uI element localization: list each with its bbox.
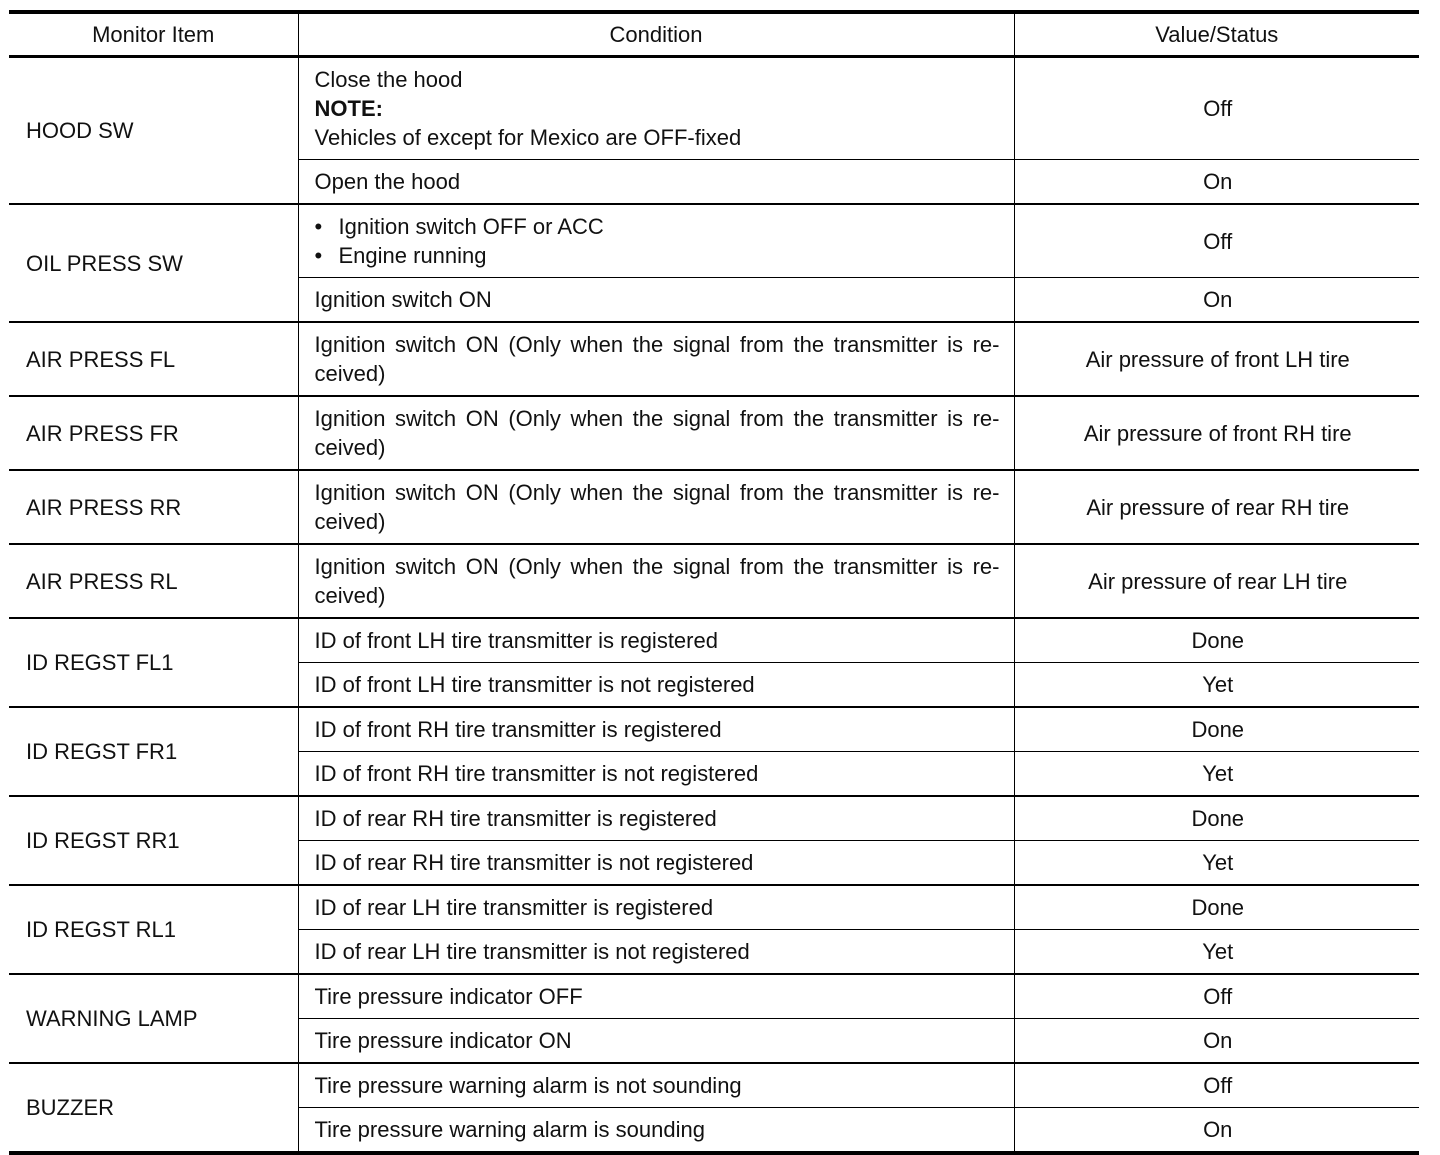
monitor-item-cell: ID REGST FR1 [9, 707, 298, 796]
monitor-item-cell: WARNING LAMP [9, 974, 298, 1063]
monitor-item-cell: BUZZER [9, 1063, 298, 1153]
condition-cell: Ignition switch ON [298, 278, 1014, 323]
table-row [9, 204, 1419, 278]
monitor-item-cell: ID REGST RL1 [9, 885, 298, 974]
value-status-cell: Off [1014, 1063, 1419, 1108]
header-value-status: Value/Status [1014, 12, 1419, 57]
value-status-cell: On [1014, 1108, 1419, 1154]
monitor-item-cell: AIR PRESS FL [9, 322, 298, 396]
table-row [9, 322, 1419, 396]
monitor-item-cell: AIR PRESS FR [9, 396, 298, 470]
table-row [9, 544, 1419, 618]
value-status-cell: On [1014, 1019, 1419, 1064]
value-status-cell: Air pressure of rear LH tire [1014, 544, 1419, 618]
table-row [9, 707, 1419, 752]
table-row [9, 796, 1419, 841]
value-status-cell: Yet [1014, 663, 1419, 708]
table-row [9, 974, 1419, 1019]
table-row [9, 1063, 1419, 1108]
value-status-cell: Done [1014, 618, 1419, 663]
table-row [9, 470, 1419, 544]
table-row [9, 396, 1419, 470]
condition-cell: Open the hood [298, 160, 1014, 205]
header-monitor-item: Monitor Item [9, 12, 298, 57]
condition-cell: ID of front LH tire transmitter is not registered [298, 663, 1014, 708]
value-status-cell: Air pressure of rear RH tire [1014, 470, 1419, 544]
value-status-cell: Yet [1014, 841, 1419, 886]
condition-cell: Ignition switch ON (Only when the signal from the transmitter is re-ceived) [298, 322, 1014, 396]
note-text: Vehicles of except for Mexico are OFF-fixed [314, 125, 742, 150]
note-label: NOTE: [314, 96, 383, 121]
condition-cell: ID of rear RH tire transmitter is registered [298, 796, 1014, 841]
value-status-cell: Done [1014, 707, 1419, 752]
header-condition: Condition [298, 12, 1014, 57]
condition-cell: Tire pressure indicator OFF [298, 974, 1014, 1019]
value-status-cell: Air pressure of front LH tire [1014, 322, 1419, 396]
table-body [9, 57, 1419, 1154]
monitor-item-cell: OIL PRESS SW [9, 204, 298, 322]
condition-bullet-item: • Ignition switch OFF or ACC [315, 212, 1000, 241]
table-row [9, 57, 1419, 160]
condition-cell: Tire pressure warning alarm is sounding [298, 1108, 1014, 1154]
condition-cell: ID of rear RH tire transmitter is not registered [298, 841, 1014, 886]
condition-cell: Ignition switch ON (Only when the signal from the transmitter is re-ceived) [298, 544, 1014, 618]
monitor-item-cell: ID REGST RR1 [9, 796, 298, 885]
monitor-item-cell: ID REGST FL1 [9, 618, 298, 707]
value-status-cell: Yet [1014, 752, 1419, 797]
condition-cell: ID of front RH tire transmitter is registered [298, 707, 1014, 752]
value-status-cell: Off [1014, 57, 1419, 160]
value-status-cell: On [1014, 278, 1419, 323]
monitor-item-cell: AIR PRESS RR [9, 470, 298, 544]
value-status-cell: On [1014, 160, 1419, 205]
monitor-item-table [9, 10, 1419, 1155]
condition-cell [298, 57, 1014, 160]
condition-cell: Ignition switch ON (Only when the signal from the transmitter is re-ceived) [298, 396, 1014, 470]
table-row [9, 618, 1419, 663]
condition-bullet-item: • Engine running [315, 241, 1000, 270]
condition-cell [298, 204, 1014, 278]
table-header-row [9, 12, 1419, 57]
condition-cell: Ignition switch ON (Only when the signal from the transmitter is re-ceived) [298, 470, 1014, 544]
condition-cell: ID of front LH tire transmitter is registered [298, 618, 1014, 663]
monitor-item-cell: HOOD SW [26, 118, 134, 143]
value-status-cell: Off [1014, 204, 1419, 278]
value-status-cell: Off [1014, 974, 1419, 1019]
condition-cell: Tire pressure indicator ON [298, 1019, 1014, 1064]
monitor-item-cell: AIR PRESS RL [9, 544, 298, 618]
condition-cell: ID of rear LH tire transmitter is not registered [298, 930, 1014, 975]
table-row [9, 885, 1419, 930]
value-status-cell: Done [1014, 885, 1419, 930]
value-status-cell: Air pressure of front RH tire [1014, 396, 1419, 470]
condition-cell: ID of rear LH tire transmitter is registered [298, 885, 1014, 930]
condition-cell: ID of front RH tire transmitter is not registered [298, 752, 1014, 797]
condition-text: Close the hood [314, 67, 463, 92]
value-status-cell: Yet [1014, 930, 1419, 975]
value-status-cell: Done [1014, 796, 1419, 841]
condition-cell: Tire pressure warning alarm is not sounding [298, 1063, 1014, 1108]
